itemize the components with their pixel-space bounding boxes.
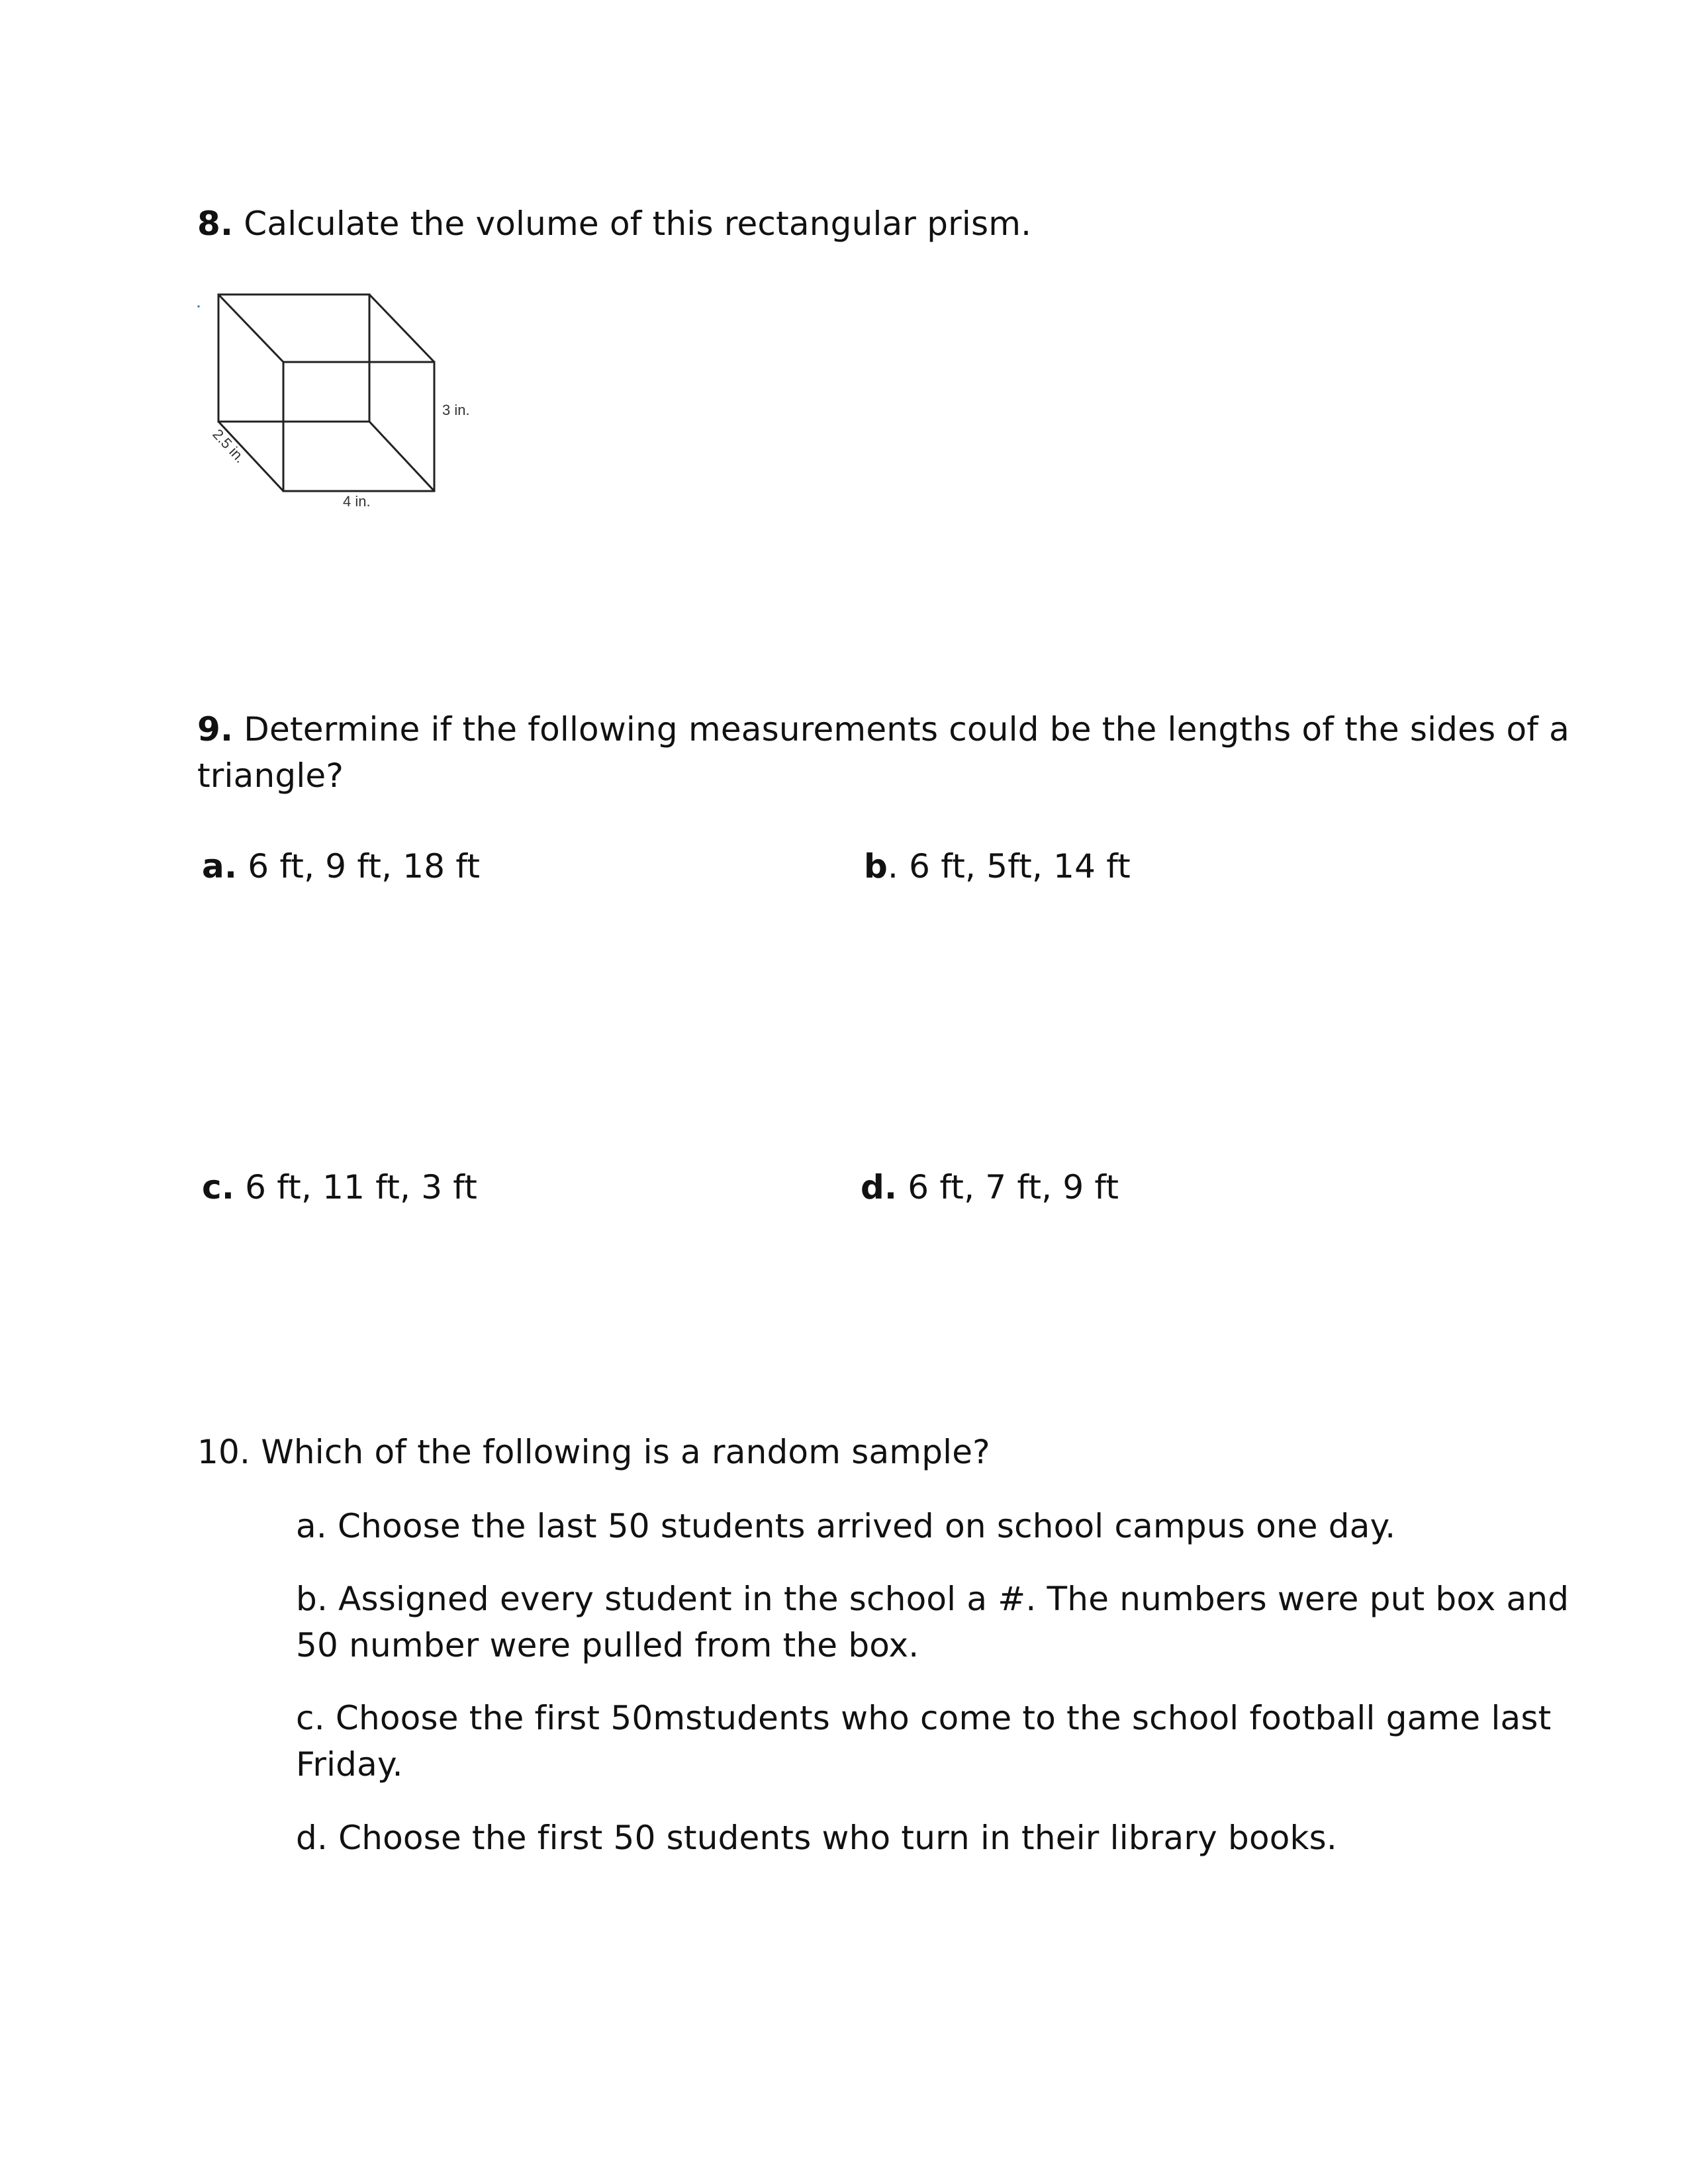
question-10-option-a: a. Choose the last 50 students arrived on school campus one day.	[296, 1507, 1396, 1545]
option-a-text: 6 ft, 9 ft, 18 ft	[248, 847, 481, 886]
option-c-letter: c.	[202, 1168, 235, 1206]
prism-edge-bottom-right	[369, 422, 434, 491]
option-d-text: 6 ft, 7 ft, 9 ft	[908, 1168, 1119, 1206]
question-9-number: 9.	[197, 710, 234, 749]
height-label: 3 in.	[442, 402, 470, 418]
question-9-prompt-line-1: Determine if the following measurements could be the lengths of the sides of a	[244, 710, 1570, 749]
question-10-prompt: 10. Which of the following is a random sample?	[197, 1433, 990, 1471]
question-10-option-d: d. Choose the first 50 students who turn in their library books.	[296, 1819, 1338, 1857]
option-b-text: . 6 ft, 5ft, 14 ft	[888, 847, 1131, 886]
question-10-option-b-line-2: 50 number were pulled from the box.	[296, 1626, 919, 1664]
question-10-option-c-line-2: Friday.	[296, 1745, 403, 1784]
option-b-letter: b	[864, 847, 888, 886]
question-9-option-c	[202, 1165, 477, 1210]
question-8-prompt: Calculate the volume of this rectangular prism.	[244, 205, 1032, 243]
prism-front-face	[283, 362, 434, 491]
option-c-text: 6 ft, 11 ft, 3 ft	[245, 1168, 478, 1206]
question-10-option-b-line-1: b. Assigned every student in the school a #. The numbers were put box and	[296, 1580, 1570, 1618]
option-a-letter: a.	[202, 847, 238, 886]
question-9-option-a	[202, 844, 480, 889]
prism-edge-top-right	[369, 295, 434, 362]
option-d-letter: d.	[861, 1168, 898, 1206]
question-9-line-2: triangle?	[197, 756, 344, 795]
depth-label: 2.5 in.	[209, 426, 249, 467]
question-8	[197, 201, 1031, 246]
width-label: 4 in.	[343, 493, 371, 506]
figure-dot	[197, 305, 199, 307]
question-8-number: 8.	[197, 205, 234, 243]
question-9-option-d	[861, 1165, 1119, 1210]
question-9-option-b	[864, 844, 1131, 889]
question-10-option-c-line-1: c. Choose the first 50mstudents who come to the school football game last	[296, 1699, 1552, 1737]
question-9-line-1	[197, 707, 1570, 752]
prism-back-face	[218, 295, 369, 422]
rectangular-prism-figure	[192, 281, 503, 506]
prism-edge-top-left	[218, 295, 283, 362]
